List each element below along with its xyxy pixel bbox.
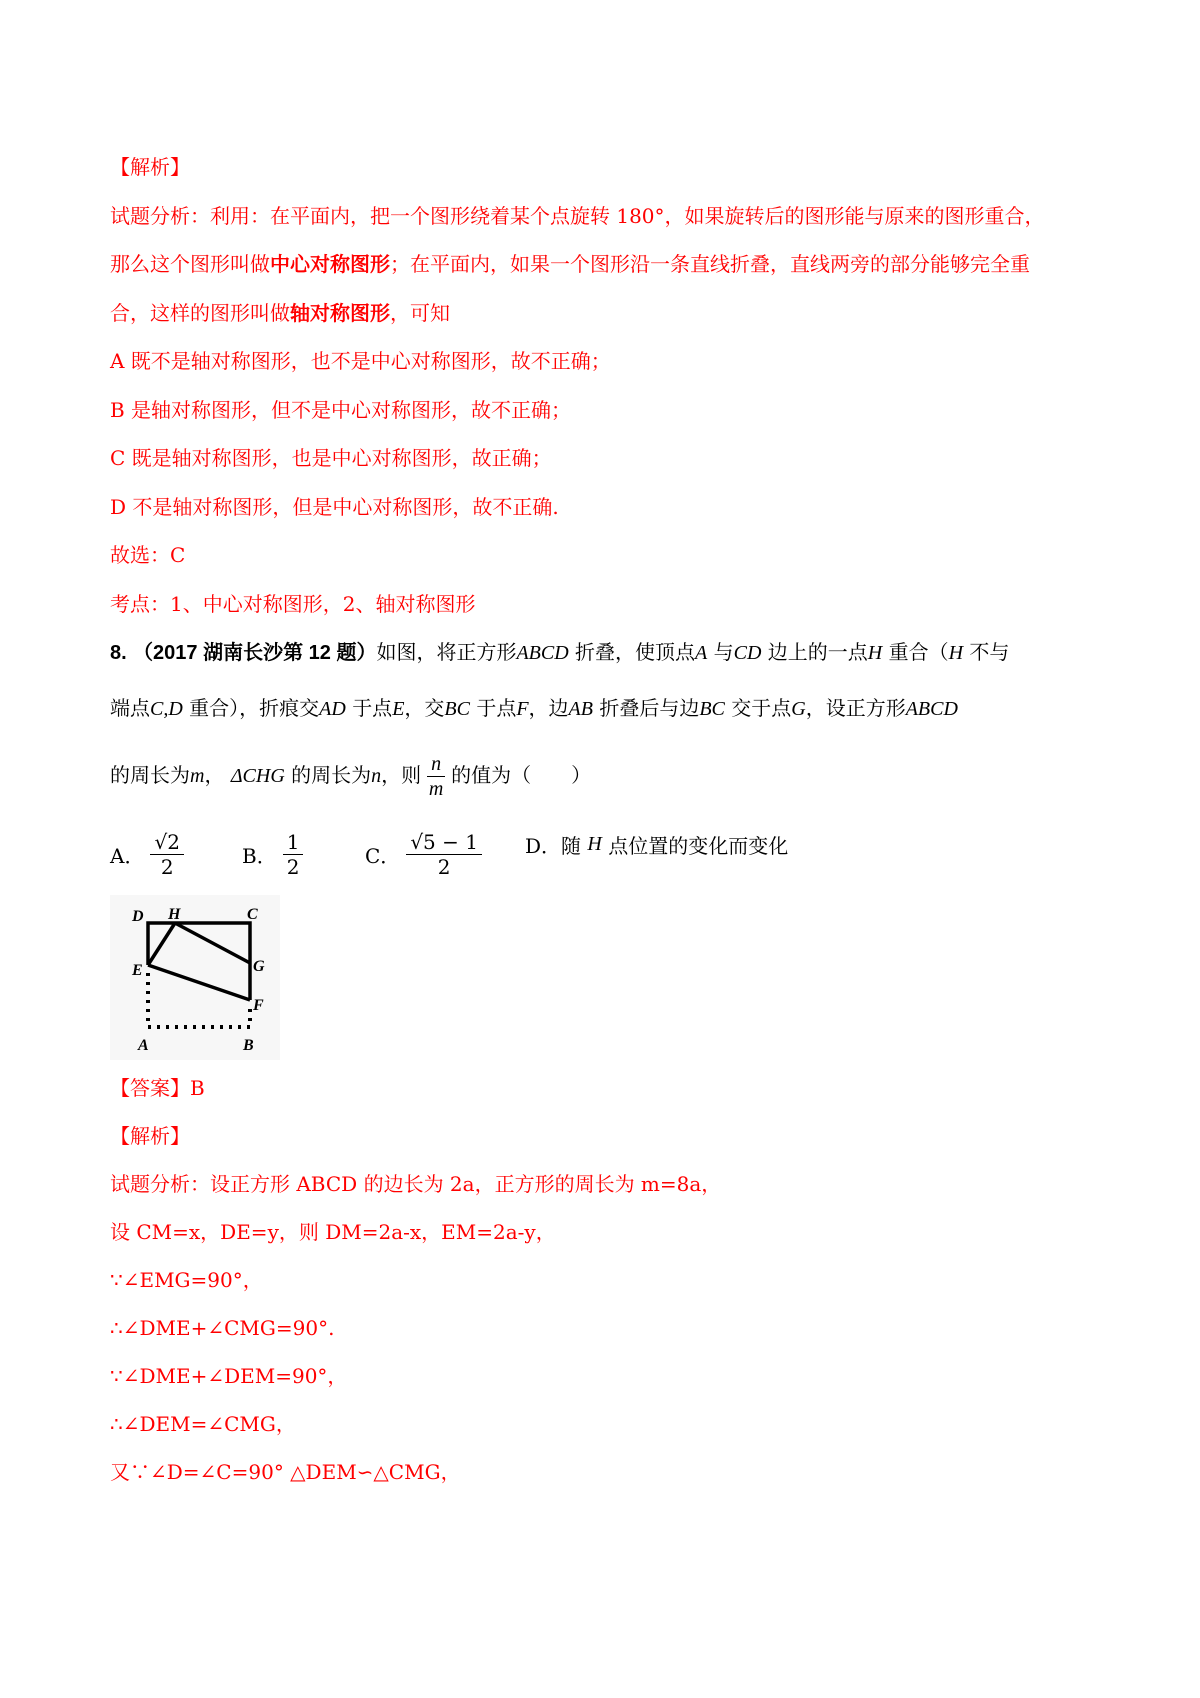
math: E — [392, 698, 405, 720]
label-e: E — [132, 962, 143, 979]
option-fraction — [283, 830, 304, 879]
label-f: F — [253, 997, 264, 1014]
answer-label: 【答案】 — [110, 1076, 190, 1100]
fraction-n-over-m — [427, 752, 445, 801]
analysis-line: ∴∠DEM=∠CMG， — [110, 1412, 296, 1436]
denominator: m — [428, 778, 444, 800]
question-source: （2017 湖南长沙第 12 题） — [133, 642, 377, 664]
text: ，则 — [381, 763, 422, 787]
option-label: A． — [110, 844, 145, 868]
analysis-line: 试题分析：利用：在平面内，把一个图形绕着某个点旋转 180°，如果旋转后的图形能与原来的图形重合， — [110, 204, 1045, 228]
label-b: B — [243, 1037, 254, 1054]
analysis-line: ∴∠DME+∠CMG=90°. — [110, 1316, 335, 1340]
analysis-line: ∵∠DME+∠DEM=90°， — [110, 1364, 348, 1388]
math: m — [190, 765, 205, 787]
text: 于点 — [352, 696, 393, 720]
analysis-item: C 既是轴对称图形，也是中心对称图形，故正确； — [110, 446, 552, 470]
text: 如图，将正方形 — [376, 640, 517, 664]
analysis-item: B 是轴对称图形，但不是中心对称图形，故不正确； — [110, 398, 572, 422]
text: 那么这个图形叫做 — [110, 252, 270, 276]
text: 重合），折痕交 — [189, 696, 320, 720]
choice: 故选：C — [110, 543, 186, 567]
term-central-symmetry: 中心对称图形 — [270, 252, 390, 276]
label-g: G — [253, 958, 265, 975]
option-label: C． — [365, 844, 401, 868]
math: AB — [568, 698, 593, 720]
label-a: A — [138, 1037, 149, 1054]
option-fraction — [150, 830, 183, 879]
option-label: D．随 — [525, 834, 582, 858]
text: 边上的一点 — [767, 640, 868, 664]
question-line — [110, 694, 958, 723]
option-d[interactable] — [525, 830, 788, 859]
text: 端点 — [110, 696, 150, 720]
label-c: C — [247, 906, 258, 923]
analysis-line: 试题分析：设正方形 ABCD 的边长为 2a，正方形的周长为 m=8a， — [110, 1172, 722, 1196]
term-axial-symmetry: 轴对称图形 — [290, 301, 390, 325]
numerator: n — [427, 752, 445, 777]
analysis-item: A 既不是轴对称图形，也不是中心对称图形，故不正确； — [110, 349, 611, 373]
denominator: 2 — [286, 855, 300, 879]
analysis-item: D 不是轴对称图形，但是中心对称图形，故不正确. — [110, 495, 559, 519]
text: 与 — [713, 640, 734, 664]
analysis-heading: 【解析】 — [110, 155, 190, 179]
analysis-line: 又∵∠D=∠C=90° △DEM∽△CMG， — [110, 1460, 461, 1484]
math: ABCD — [905, 698, 958, 720]
math: G — [791, 698, 806, 720]
question-number: 8. — [110, 642, 127, 664]
label-h: H — [168, 906, 181, 923]
option-label: B． — [242, 844, 277, 868]
analysis-line: 设 CM=x，DE=y，则 DM=2a-x，EM=2a-y， — [110, 1220, 556, 1244]
math: BC — [444, 698, 470, 720]
text: ， — [204, 763, 225, 787]
math: n — [371, 765, 382, 787]
text: 交于点 — [731, 696, 792, 720]
math: BC — [699, 698, 725, 720]
denominator: 2 — [437, 855, 451, 879]
text: 于点 — [476, 696, 517, 720]
option-text: 点位置的变化而变化 — [608, 834, 789, 858]
folded-square-figure — [110, 895, 280, 1060]
text: 的值为（ ） — [451, 763, 592, 787]
answer — [110, 1074, 205, 1102]
answer-value: B — [190, 1076, 205, 1100]
math: H — [587, 833, 602, 855]
math: C,D — [150, 698, 183, 720]
option-b[interactable] — [242, 830, 309, 879]
numerator: √5 − 1 — [406, 830, 482, 855]
text: 合，这样的图形叫做 — [110, 301, 290, 325]
math: H — [948, 642, 964, 664]
option-a[interactable] — [110, 830, 190, 879]
denominator: 2 — [160, 855, 174, 879]
text: ，交 — [404, 696, 445, 720]
analysis-line — [110, 299, 450, 327]
label-d: D — [132, 908, 144, 925]
option-fraction — [406, 830, 482, 879]
math: CD — [733, 642, 762, 664]
math: H — [867, 642, 883, 664]
analysis-line — [110, 250, 1030, 278]
text: ，设正方形 — [805, 696, 906, 720]
question-line — [110, 745, 591, 806]
option-c[interactable] — [365, 830, 488, 879]
key-points: 考点：1、中心对称图形，2、轴对称图形 — [110, 592, 476, 616]
math: ΔCHG — [230, 765, 285, 787]
math: AD — [319, 698, 346, 720]
text: ，边 — [528, 696, 569, 720]
text: ，可知 — [390, 301, 450, 325]
numerator: 1 — [283, 830, 304, 855]
text: 折叠，使顶点 — [575, 640, 696, 664]
numerator: √2 — [150, 830, 183, 855]
text: 的周长为 — [110, 763, 190, 787]
math: A — [695, 642, 708, 664]
analysis-line: ∵∠EMG=90°， — [110, 1268, 263, 1292]
text: 的周长为 — [291, 763, 372, 787]
question-line — [110, 638, 1009, 667]
analysis-heading: 【解析】 — [110, 1124, 190, 1148]
math: F — [516, 698, 529, 720]
text: ；在平面内，如果一个图形沿一条直线折叠，直线两旁的部分能够完全重 — [390, 252, 1030, 276]
math: ABCD — [516, 642, 569, 664]
text: 不与 — [969, 640, 1010, 664]
text: 重合（ — [888, 640, 949, 664]
text: 折叠后与边 — [599, 696, 700, 720]
